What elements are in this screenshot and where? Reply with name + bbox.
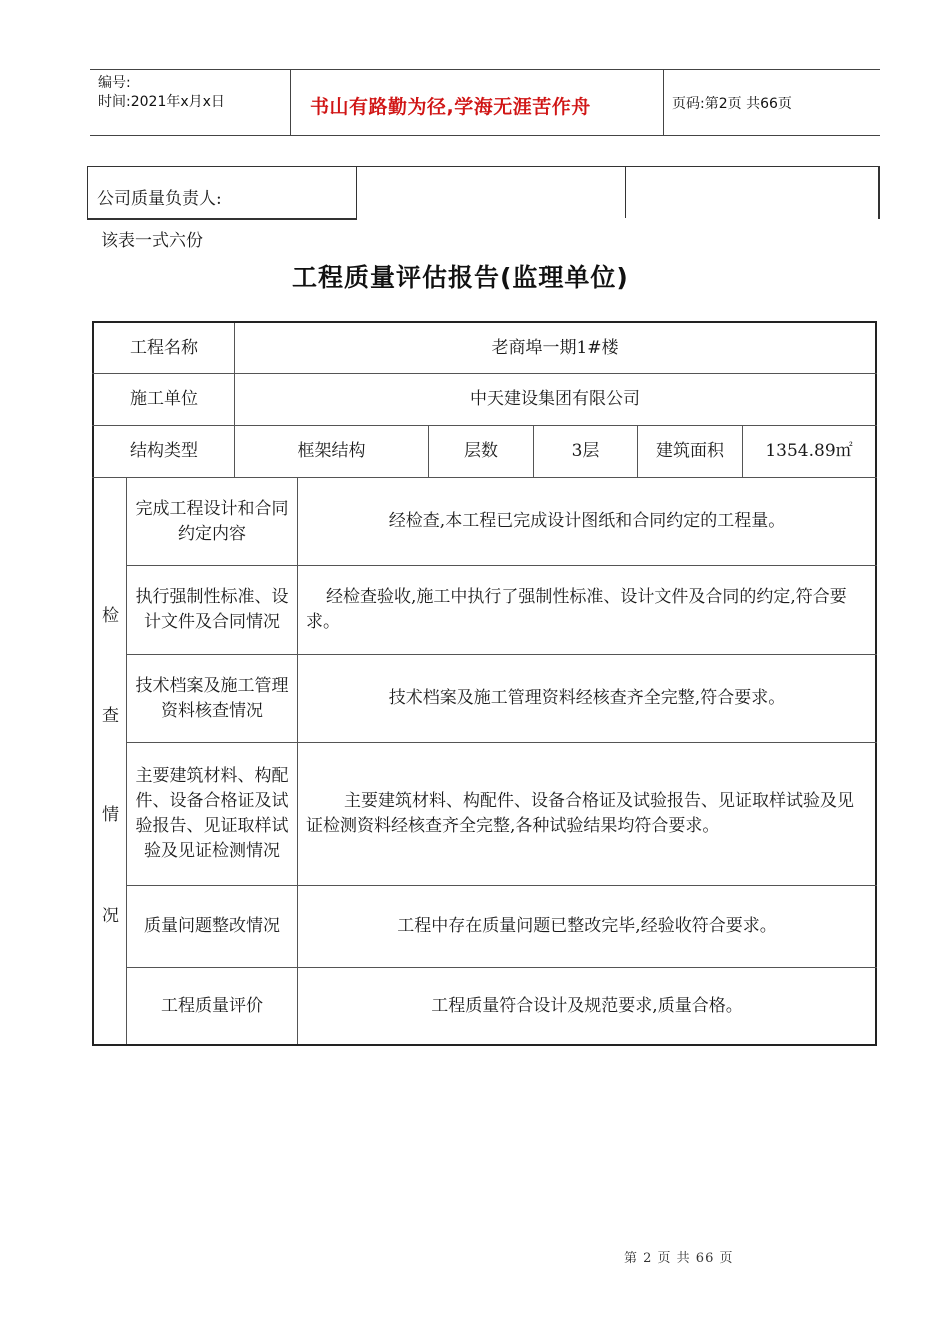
inspection-label-char: 检 bbox=[102, 606, 119, 626]
inspection-result: 工程中存在质量问题已整改完毕,经验收符合要求。 bbox=[397, 916, 777, 936]
quality-manager-label: 公司质量负责人: bbox=[97, 189, 222, 209]
inspection-item: 执行强制性标准、设计文件及合同情况 bbox=[135, 587, 289, 632]
col-rule bbox=[126, 477, 127, 1044]
col-rule bbox=[297, 477, 298, 1044]
inspection-result: 经检查验收,施工中执行了强制性标准、设计文件及合同的约定,符合要求。 bbox=[306, 587, 847, 632]
building-area-label: 建筑面积 bbox=[656, 441, 724, 461]
building-area-value: 1354.89㎡ bbox=[765, 441, 853, 461]
inspection-label-char: 况 bbox=[102, 906, 119, 926]
inspection-item: 质量问题整改情况 bbox=[144, 916, 280, 936]
inspection-result: 工程质量符合设计及规范要求,质量合格。 bbox=[431, 995, 743, 1016]
floors-label: 层数 bbox=[464, 441, 498, 461]
structure-type-value: 框架结构 bbox=[297, 441, 366, 461]
header-number-label: 编号: bbox=[98, 75, 131, 91]
signature-divider-2 bbox=[625, 166, 626, 218]
inspection-result: 主要建筑材料、构配件、设备合格证及试验报告、见证取样试验及见证检测资料经核查齐全完整,各种试验结果均符合要求。 bbox=[306, 791, 854, 836]
header-page-label: 页码:第2页 共66页 bbox=[672, 96, 792, 112]
signature-divider-1 bbox=[356, 166, 357, 218]
structure-type-label: 结构类型 bbox=[130, 441, 198, 461]
page-title: 工程质量评估报告(监理单位) bbox=[292, 263, 629, 292]
inspection-item: 技术档案及施工管理资料核查情况 bbox=[135, 675, 289, 721]
floors-value: 3层 bbox=[571, 441, 600, 461]
copies-note: 该表一式六份 bbox=[101, 231, 203, 251]
inspection-result: 经检查,本工程已完成设计图纸和合同约定的工程量。 bbox=[388, 511, 786, 531]
header-motto: 书山有路勤为径,学海无涯苦作舟 bbox=[310, 96, 591, 118]
inspection-label-char: 查 bbox=[102, 706, 119, 726]
header-top-rule bbox=[90, 69, 880, 70]
inspection-item: 完成工程设计和合同约定内容 bbox=[135, 498, 289, 544]
contractor-label: 施工单位 bbox=[130, 389, 198, 409]
header-divider-left bbox=[290, 69, 291, 136]
header-bottom-rule bbox=[90, 135, 880, 136]
contractor-value: 中天建设集团有限公司 bbox=[470, 389, 640, 409]
header-time-label: 时间:2021年x月x日 bbox=[98, 94, 225, 110]
inspection-item: 工程质量评价 bbox=[161, 995, 263, 1016]
inspection-item: 主要建筑材料、构配件、设备合格证及试验报告、见证取样试验及见证检测情况 bbox=[135, 766, 289, 861]
project-name-label: 工程名称 bbox=[130, 337, 198, 358]
inspection-result: 技术档案及施工管理资料经核查齐全完整,符合要求。 bbox=[388, 688, 786, 708]
signature-box-bottom-rule bbox=[87, 218, 357, 220]
page-footer: 第 2 页 共 66 页 bbox=[624, 1251, 734, 1266]
inspection-label-char: 情 bbox=[102, 805, 119, 825]
project-name-value: 老商埠一期1#楼 bbox=[491, 337, 619, 358]
header-divider-right bbox=[663, 69, 664, 136]
